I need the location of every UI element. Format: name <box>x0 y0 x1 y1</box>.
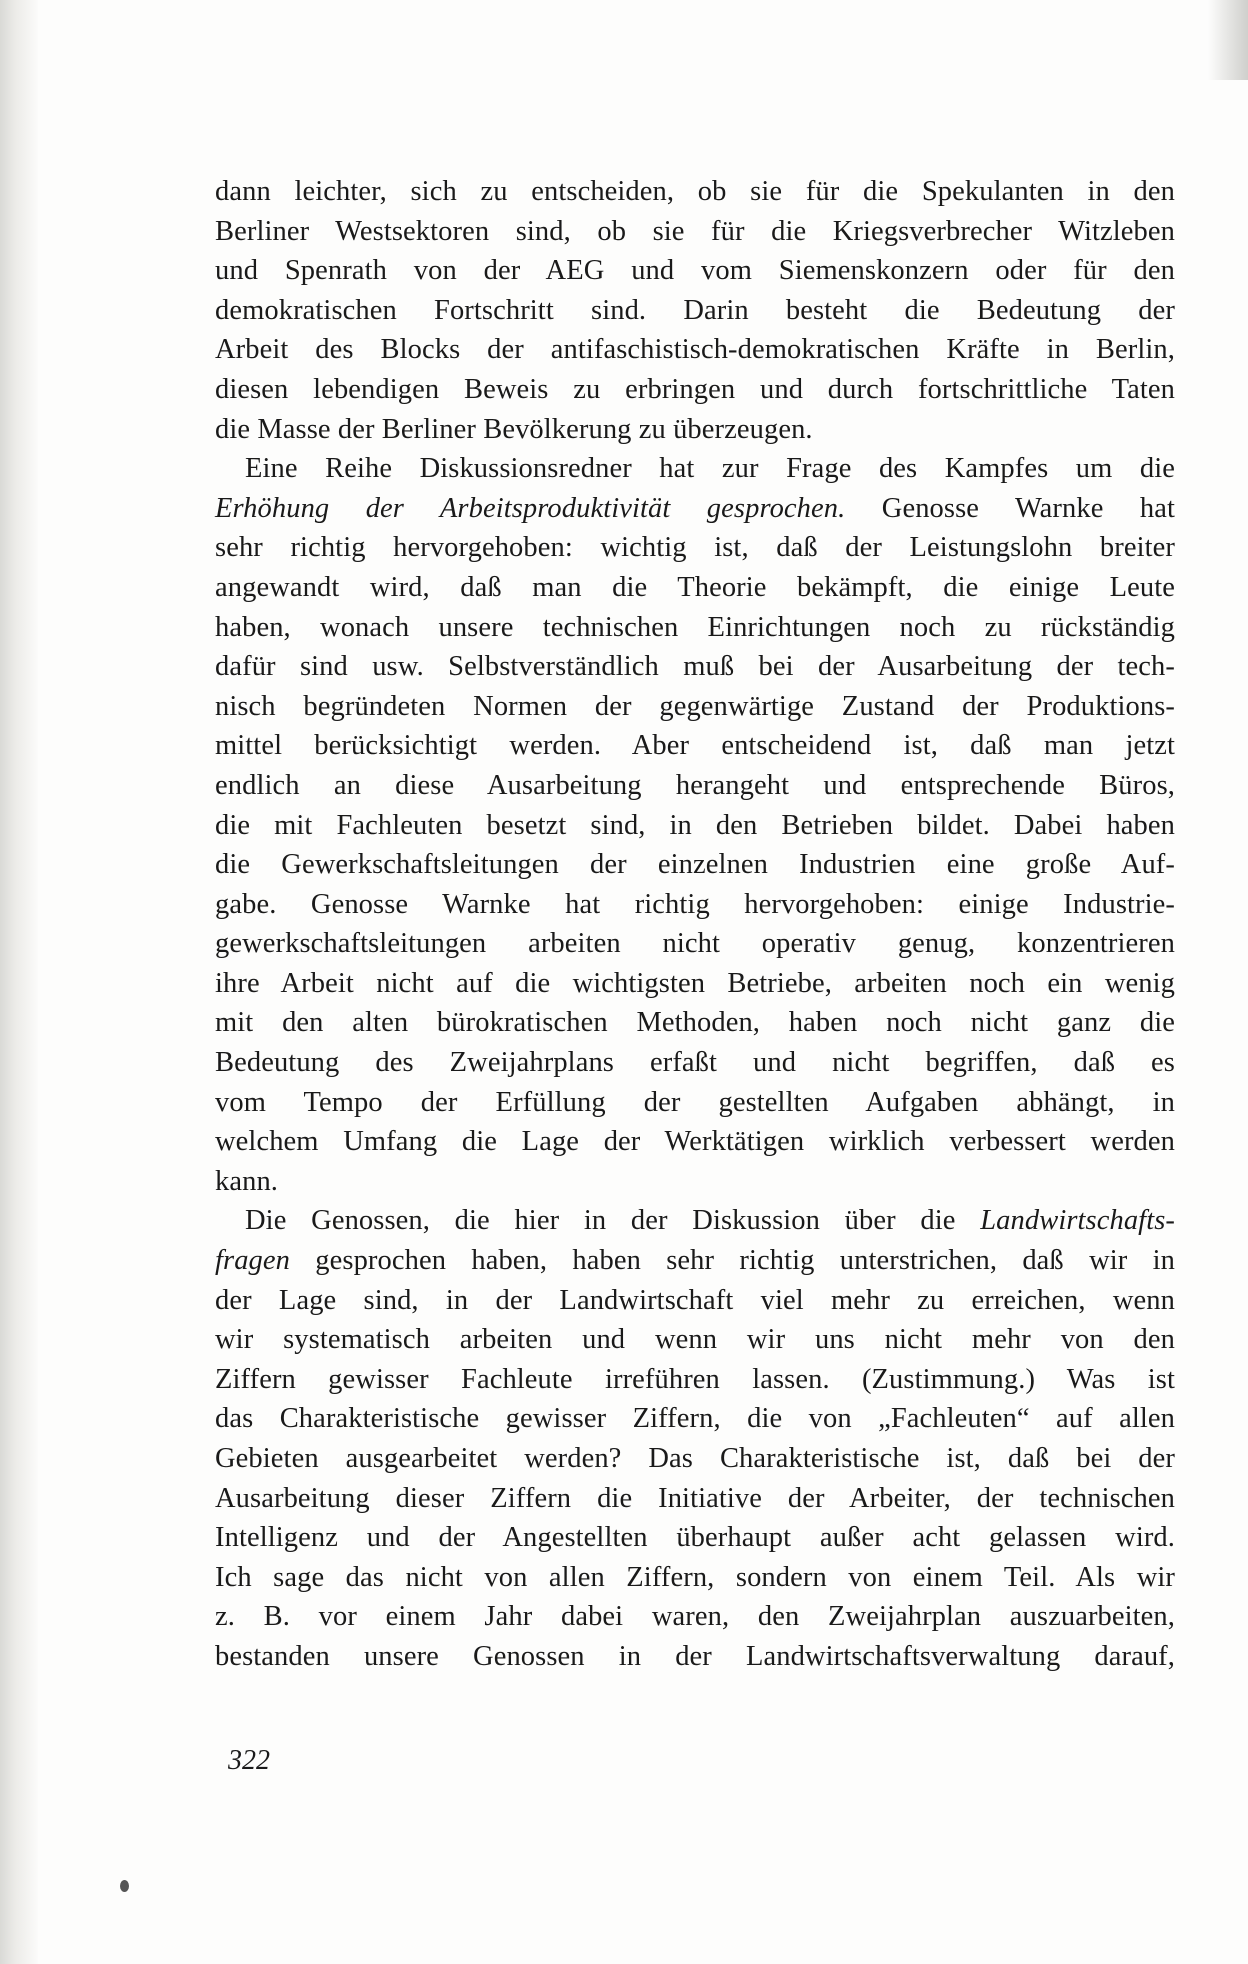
text-line <box>215 1201 1175 1241</box>
text-line <box>215 489 1175 529</box>
text-line: mittel berücksichtigt werden. Aber entscheidend ist, daß man jetzt <box>215 730 1175 762</box>
text-line: und Spenrath von der AEG und vom Siemenskonzern oder für den <box>215 255 1175 287</box>
page-corner-shadow <box>1208 0 1248 80</box>
text-line: Bedeutung des Zweijahrplans erfaßt und nicht begriffen, daß es <box>215 1047 1175 1079</box>
text-line: die mit Fachleuten besetzt sind, in den Betrieben bildet. Dabei haben <box>215 809 1175 841</box>
page-gutter-shadow <box>0 0 38 1964</box>
text-line: die Gewerkschaftsleitungen der einzelnen Industrien eine große Auf- <box>215 849 1175 881</box>
text-line: mit den alten bürokratischen Methoden, haben noch nicht ganz die <box>215 1007 1175 1039</box>
ink-spot <box>120 1880 129 1892</box>
text-line: haben, wonach unsere technischen Einrichtungen noch zu rückständig <box>215 611 1175 643</box>
text-line: Arbeit des Blocks der antifaschistisch-demokratischen Kräfte in Berlin, <box>215 334 1175 366</box>
text-line: demokratischen Fortschritt sind. Darin besteht die Bedeutung der <box>215 294 1175 326</box>
text-line <box>215 1241 1175 1281</box>
text-line: Gebieten ausgearbeitet werden? Das Charakteristische ist, daß bei der <box>215 1443 1175 1474</box>
text-line: dafür sind usw. Selbstverständlich muß bei der Ausarbeitung der tech- <box>215 651 1175 683</box>
text-line: Ich sage das nicht von allen Ziffern, sondern von einem Teil. Als wir <box>215 1561 1175 1593</box>
text-line: sehr richtig hervorgehoben: wichtig ist, daß der Leistungslohn breiter <box>215 532 1175 564</box>
text-line: Ausarbeitung dieser Ziffern die Initiative der Arbeiter, der technischen <box>215 1482 1175 1514</box>
text-line: Intelligenz und der Angestellten überhaupt außer acht gelassen wird. <box>215 1522 1175 1554</box>
text-fragment: Die Genossen, die hier in der Diskussion über die <box>245 1205 981 1237</box>
text-line: vom Tempo der Erfüllung der gestellten Aufgaben abhängt, in <box>215 1086 1175 1118</box>
text-line: der Lage sind, in der Landwirtschaft viel mehr zu erreichen, wenn <box>215 1284 1175 1316</box>
text-line: das Charakteristische gewisser Ziffern, die von „Fachleuten“ auf allen <box>215 1403 1175 1435</box>
text-line: gabe. Genosse Warnke hat richtig hervorgehoben: einige Industrie- <box>215 888 1175 920</box>
text-fragment: gesprochen haben, haben sehr richtig unterstrichen, daß wir in <box>290 1245 1175 1277</box>
text-line: welchem Umfang die Lage der Werktätigen wirklich verbessert werden <box>215 1126 1175 1158</box>
text-line: nisch begründeten Normen der gegenwärtige Zustand der Produktions- <box>215 690 1175 722</box>
text-line: Ziffern gewisser Fachleute irreführen lassen. (Zustimmung.) Was ist <box>215 1363 1175 1395</box>
body-text <box>215 172 1175 1677</box>
italic-phrase: Erhöhung der Arbeitsproduktivität gesprochen. <box>215 492 846 524</box>
text-line: z. B. vor einem Jahr dabei waren, den Zweijahrplan auszuarbeiten, <box>215 1601 1175 1633</box>
text-line: kann. <box>215 1165 279 1197</box>
page-number: 322 <box>228 1745 270 1776</box>
text-line: gewerkschaftsleitungen arbeiten nicht operativ genug, konzentrieren <box>215 928 1175 960</box>
text-line: die Masse der Berliner Bevölkerung zu überzeugen. <box>215 413 813 445</box>
text-line: endlich an diese Ausarbeitung herangeht und entsprechende Büros, <box>215 769 1175 801</box>
text-line: diesen lebendigen Beweis zu erbringen und durch fortschrittliche Taten <box>215 373 1175 405</box>
text-line: Eine Reihe Diskussionsredner hat zur Frage des Kampfes um die <box>245 453 1175 485</box>
text-line: wir systematisch arbeiten und wenn wir uns nicht mehr von den <box>215 1324 1175 1356</box>
italic-phrase: fragen <box>215 1245 291 1277</box>
text-line: Berliner Westsektoren sind, ob sie für die Kriegsverbrecher Witzleben <box>215 215 1175 247</box>
text-line: bestanden unsere Genossen in der Landwirtschaftsverwaltung darauf, <box>215 1640 1175 1672</box>
text-line: dann leichter, sich zu entscheiden, ob sie für die Spekulanten in den <box>215 176 1175 207</box>
text-line: angewandt wird, daß man die Theorie bekämpft, die einige Leute <box>215 571 1175 603</box>
text-line: ihre Arbeit nicht auf die wichtigsten Betriebe, arbeiten noch ein wenig <box>215 967 1175 999</box>
text-fragment: Genosse Warnke hat <box>845 492 1175 524</box>
italic-phrase: Landwirtschafts- <box>980 1205 1175 1237</box>
